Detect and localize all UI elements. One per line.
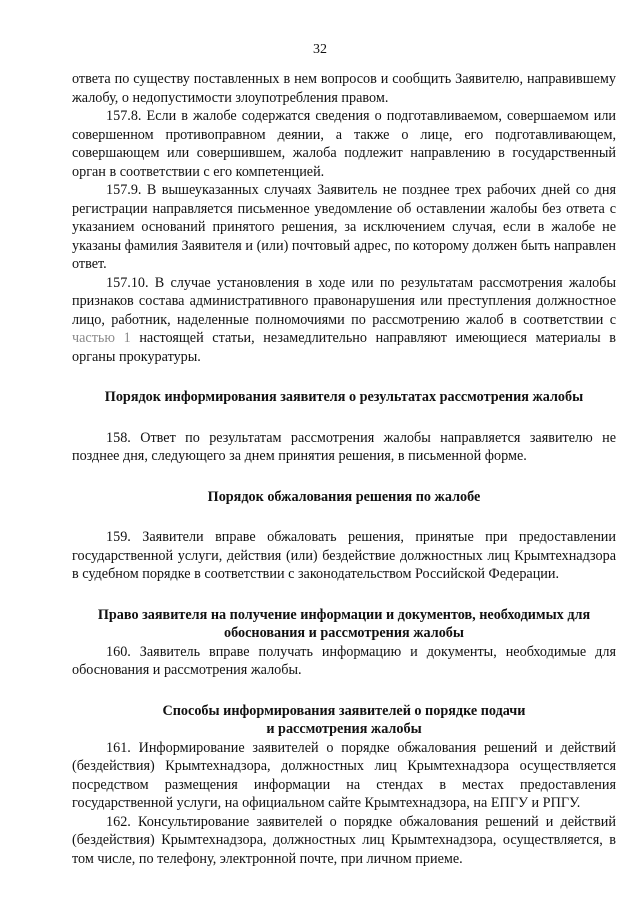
heading-inform-results: Порядок информирования заявителя о результатах рассмотрения жалобы (104, 389, 584, 405)
paragraph-157-10-part-a: 157.10. В случае установления в ходе или по результатам рассмотрения жалобы признаков состава административного правонарушения или преступления должностное лицо, работник, наделенные полномочиями по рассмотрению жалоб в соответствии с (72, 274, 616, 328)
heading-appeal-procedure: Порядок обжалования решения по жалобе (207, 488, 481, 505)
heading-right-line-1: Право заявителя на получение информации и документов, необходимых для (97, 606, 591, 623)
paragraph-162: 162. Консультирование заявителей о порядке обжалования решений и действий (бездействия) Крымтехнадзора, должностных лиц Крымтехнадзора, осуществляется, в том числе, по телефону, электронной почте, при личном приеме. (72, 813, 616, 867)
heading-right-to-information (72, 606, 616, 643)
paragraph-160: 160. Заявитель вправе получать информацию и документы, необходимые для обоснования и рассмотрения жалобы. (72, 643, 616, 678)
paragraph-157-9: 157.9. В вышеуказанных случаях Заявитель не позднее трех рабочих дней со дня регистрации направляется письменное уведомление об оставлении жалобы без ответа с указанием оснований принятого решения, за исключением случая, если в жалобе не указаны фамилия Заявителя и (или) почтовый адрес, по которому должен быть направлен ответ. (72, 182, 616, 272)
document-body (72, 70, 616, 868)
paragraph-157-10-part-c: настоящей статьи, незамедлительно направляют имеющиеся материалы в органы прокуратуры. (72, 330, 616, 365)
paragraph-157-10-reference: частью 1 (72, 330, 131, 346)
paragraph-159: 159. Заявители вправе обжаловать решения, принятые при предоставлении государственной услуги, действия (или) бездействие должностных лиц Крымтехнадзора в судебном порядке в соответствии с законодательством Российской Федерации. (72, 529, 616, 582)
heading-right-line-2: обоснования и рассмотрения жалобы (224, 625, 464, 641)
heading-ways-line-1: Способы информирования заявителей о порядке подачи (162, 702, 526, 719)
paragraph-157-10 (72, 274, 616, 367)
page-number: 32 (313, 42, 327, 57)
paragraph-157-8: 157.8. Если в жалобе содержатся сведения о подготавливаемом, совершаемом или совершенном противоправном деянии, а также о лице, его подготавливающем, совершающем или совершившем, жалоба подлежит направлению в государственный орган в соответствии с его компетенцией. (72, 108, 616, 180)
paragraph-158: 158. Ответ по результатам рассмотрения жалобы направляется заявителю не позднее дня, следующего за днем принятия решения, в письменной форме. (72, 429, 616, 464)
paragraph-continuation: ответа по существу поставленных в нем вопросов и сообщить Заявителю, направившему жалобу, о недопустимости злоупотребления правом. (72, 71, 616, 106)
heading-ways-of-informing (72, 702, 616, 739)
heading-ways-line-2: и рассмотрения жалобы (266, 721, 422, 737)
paragraph-161: 161. Информирование заявителей о порядке обжалования решений и действий (бездействия) Крымтехнадзора, должностных лиц Крымтехнадзора осуществляется посредством размещения информации на стендах в местах предоставления государственной услуги, на официальном сайте Крымтехнадзора, на ЕПГУ и РПГУ. (72, 739, 616, 811)
